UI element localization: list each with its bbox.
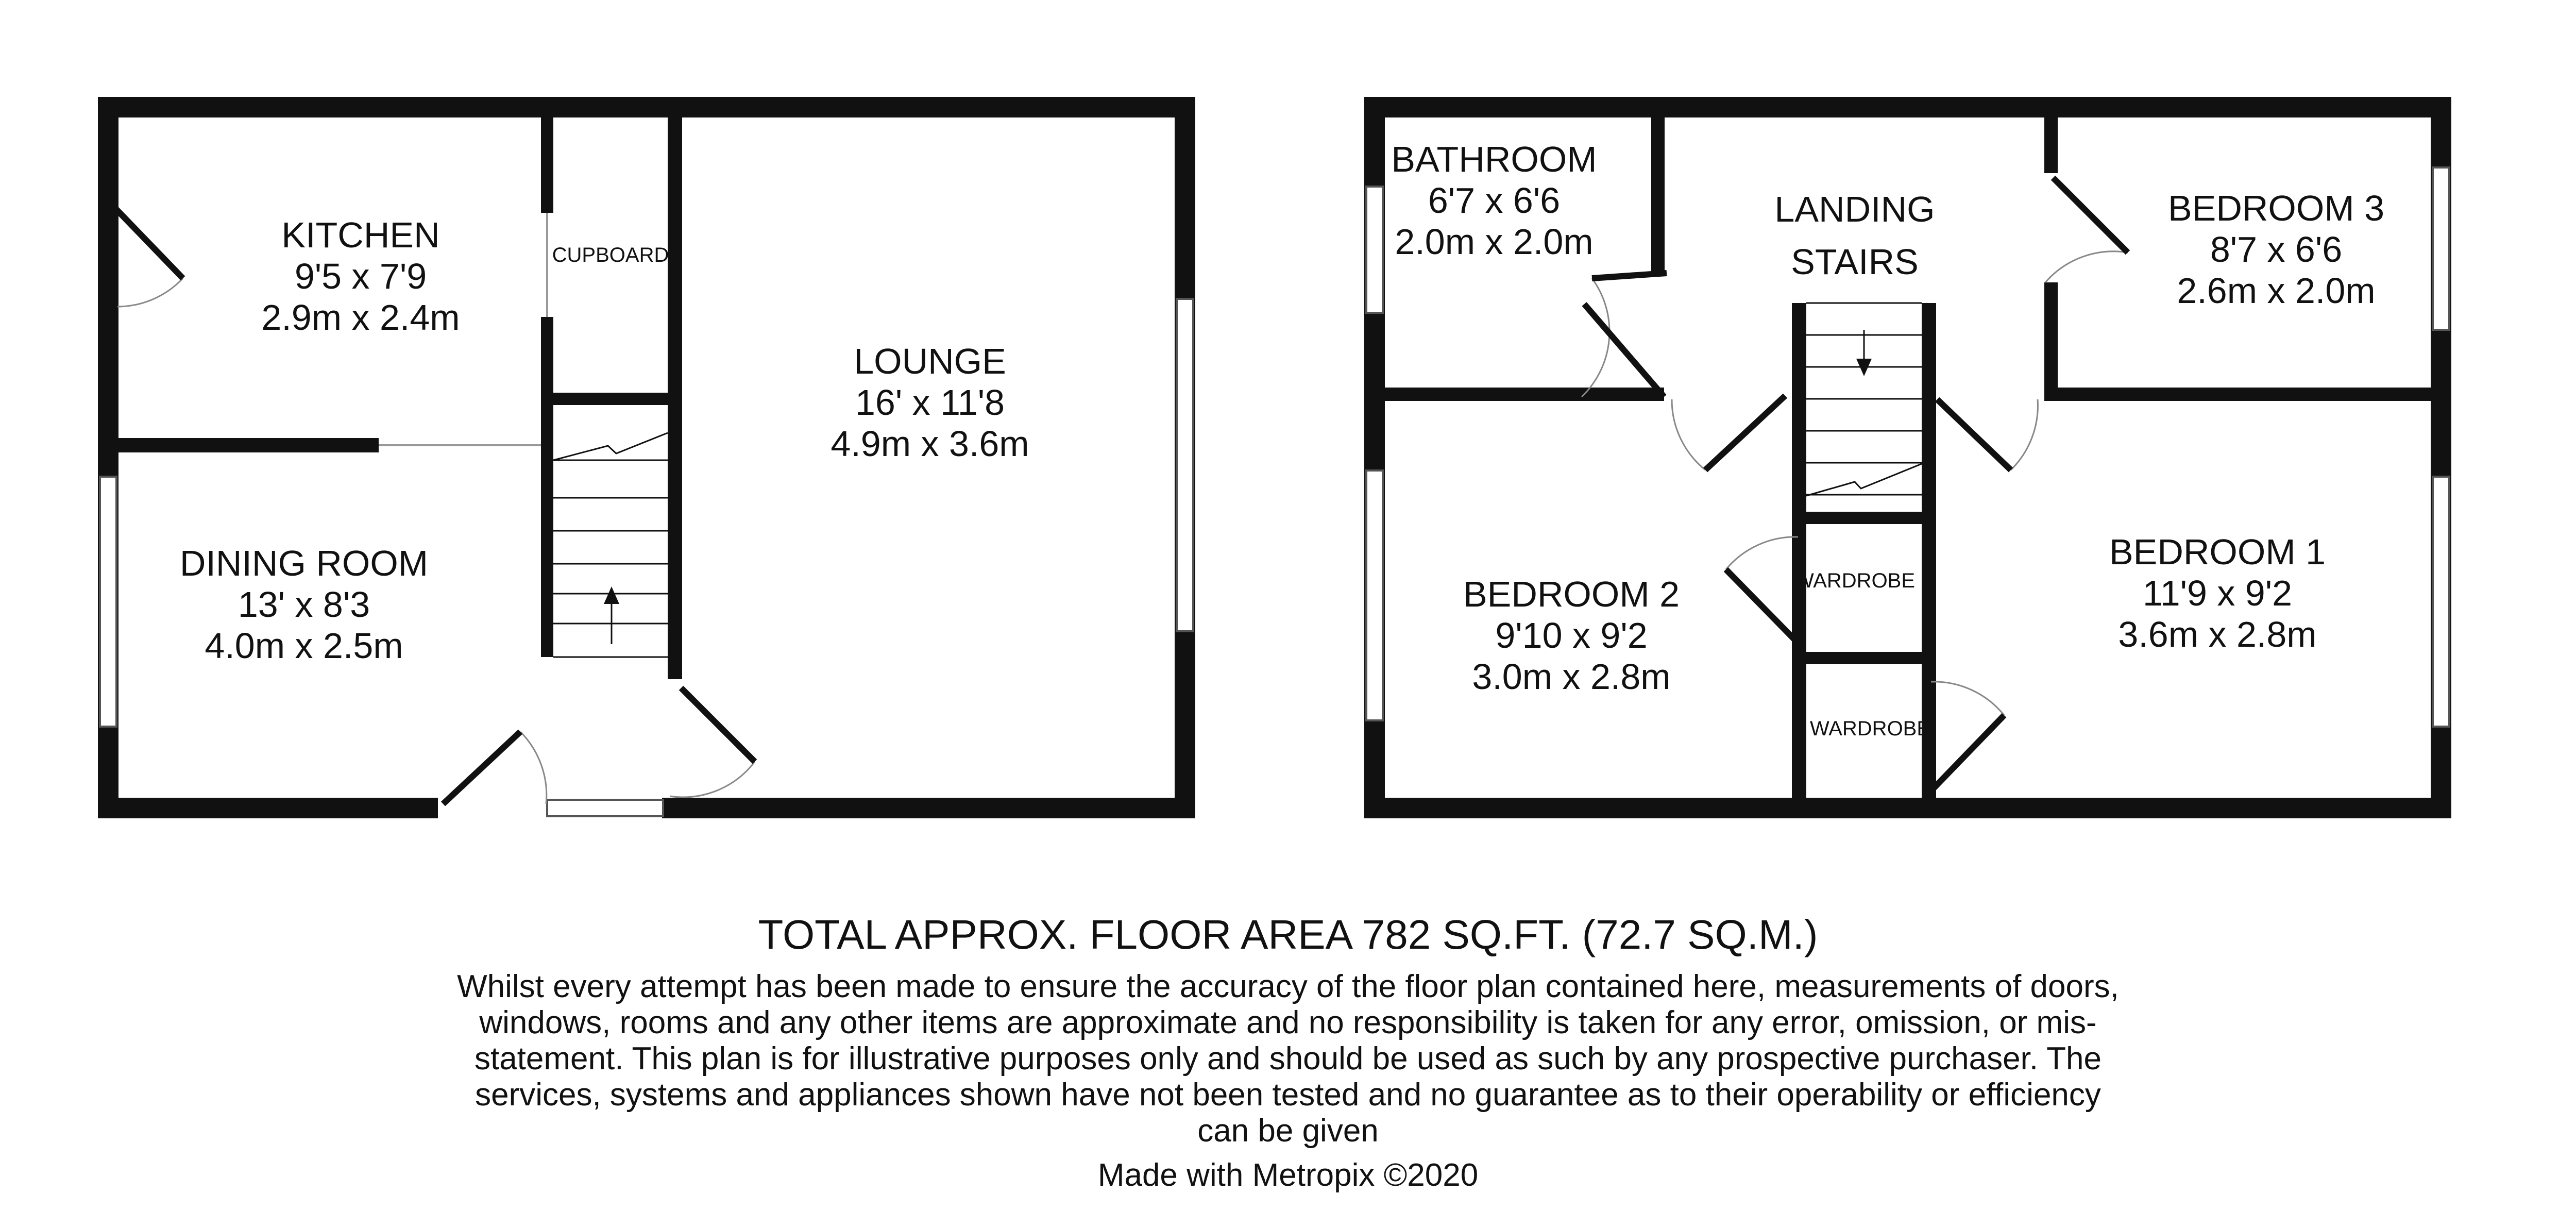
dining-metric: 4.0m x 2.5m: [205, 626, 403, 666]
bedroom2-metric: 3.0m x 2.8m: [1472, 657, 1671, 697]
wall-bottom-ff: [1364, 798, 2451, 818]
disclaimer-text: Whilst every attempt has been made to ensure the accuracy of the floor plan contained here, measurements of doors, windows, rooms and any other items are approximate and no responsibility is taken for any error, omission, or mis-statement. This plan is for illustrative purposes only and should be used as such by any prospective purchaser. The services, systems and appliances shown have not been tested and no guarantee as to their operability or efficiency can be given: [457, 969, 2119, 1149]
wall-cupboard-left-lower: [541, 317, 553, 657]
room-lounge: [831, 341, 1029, 464]
wall-bathroom-right: [1651, 117, 1665, 271]
window-lounge: [1177, 299, 1193, 631]
window-dining: [100, 477, 116, 727]
bedroom1-name: BEDROOM 1: [2109, 532, 2326, 572]
total-floor-area: TOTAL APPROX. FLOOR AREA 782 SQ.FT. (72.7 SQ.M.): [758, 912, 1818, 957]
room-bedroom2: [1463, 574, 1680, 697]
wall-cupboard-left-upper: [541, 117, 553, 213]
door-wardrobe1: [1726, 537, 1798, 643]
wall-wardrobe-divider: [1806, 652, 1922, 664]
wall-stair-base: [1792, 388, 1798, 401]
credit-text: Made with Metropix ©2020: [1097, 1157, 1479, 1193]
wall-top-ff: [1364, 97, 2451, 117]
door-bathroom: [1582, 273, 1667, 397]
wall-top: [98, 97, 1195, 117]
kitchen-name: KITCHEN: [281, 215, 440, 255]
wall-bedroom3-left-upper: [2044, 117, 2058, 173]
wall-bottom-left: [98, 798, 438, 818]
stairs-first: [1806, 303, 1922, 496]
wall-bathroom-bottom: [1385, 388, 1664, 401]
wall-stair-left: [1792, 303, 1806, 798]
bedroom3-imperial: 8'7 x 6'6: [2210, 229, 2343, 270]
kitchen-imperial: 9'5 x 7'9: [294, 256, 427, 296]
door-bedroom2: [1672, 396, 1785, 470]
room-bedroom1: [2109, 532, 2326, 654]
arrow-up-icon: [604, 586, 619, 604]
lounge-name: LOUNGE: [854, 341, 1006, 381]
wardrobe1-label: WARDROBE: [1794, 569, 1916, 592]
bedroom2-name: BEDROOM 2: [1463, 574, 1680, 614]
dining-name: DINING ROOM: [179, 543, 429, 583]
bedroom3-metric: 2.6m x 2.0m: [2177, 271, 2376, 311]
door-wardrobe2: [1931, 682, 2004, 791]
door-bedroom3: [2045, 178, 2128, 282]
lounge-imperial: 16' x 11'8: [855, 382, 1005, 423]
room-dining: [180, 543, 428, 666]
wall-kitchen-dining: [118, 438, 379, 452]
wall-lounge-left: [668, 117, 682, 679]
bathroom-metric: 2.0m x 2.0m: [1395, 222, 1594, 262]
lounge-metric: 4.9m x 3.6m: [831, 424, 1029, 464]
bedroom1-imperial: 11'9 x 9'2: [2142, 573, 2293, 613]
room-kitchen: [261, 215, 460, 338]
window-bedroom1: [2433, 477, 2449, 727]
wall-bedroom3-left-lower: [2044, 282, 2058, 401]
window-bedroom3: [2433, 167, 2449, 330]
cupboard-label: CUPBOARD: [552, 244, 669, 266]
kitchen-metric: 2.9m x 2.4m: [261, 297, 460, 338]
landing-label: LANDING: [1774, 189, 1935, 229]
window-bedroom2: [1366, 470, 1383, 720]
ground-floor: [98, 97, 1195, 818]
wall-cupboard-bottom: [553, 393, 668, 405]
first-floor: [1364, 97, 2451, 818]
wall-bottom-right: [662, 798, 1195, 818]
room-bathroom: [1391, 139, 1597, 262]
wardrobe2-label: WARDROBE: [1809, 717, 1931, 740]
door-lounge: [670, 688, 755, 797]
stairs-label: STAIRS: [1791, 242, 1919, 282]
door-bedroom1: [1937, 399, 2038, 470]
room-bedroom3: [2168, 188, 2384, 311]
wall-bedroom3-bottom: [2044, 388, 2431, 401]
bedroom3-name: BEDROOM 3: [2167, 188, 2385, 228]
door-front: [443, 732, 547, 804]
window-front-door: [547, 800, 663, 816]
bathroom-name: BATHROOM: [1391, 139, 1597, 179]
window-bathroom: [1366, 187, 1383, 313]
bedroom2-imperial: 9'10 x 9'2: [1495, 615, 1648, 655]
dining-imperial: 13' x 8'3: [238, 584, 370, 625]
stairs-ground: [553, 433, 668, 657]
bedroom1-metric: 3.6m x 2.8m: [2118, 614, 2317, 654]
bathroom-imperial: 6'7 x 6'6: [1428, 180, 1561, 221]
wall-wardrobe-top: [1806, 512, 1922, 524]
door-kitchen-external: [111, 204, 183, 307]
